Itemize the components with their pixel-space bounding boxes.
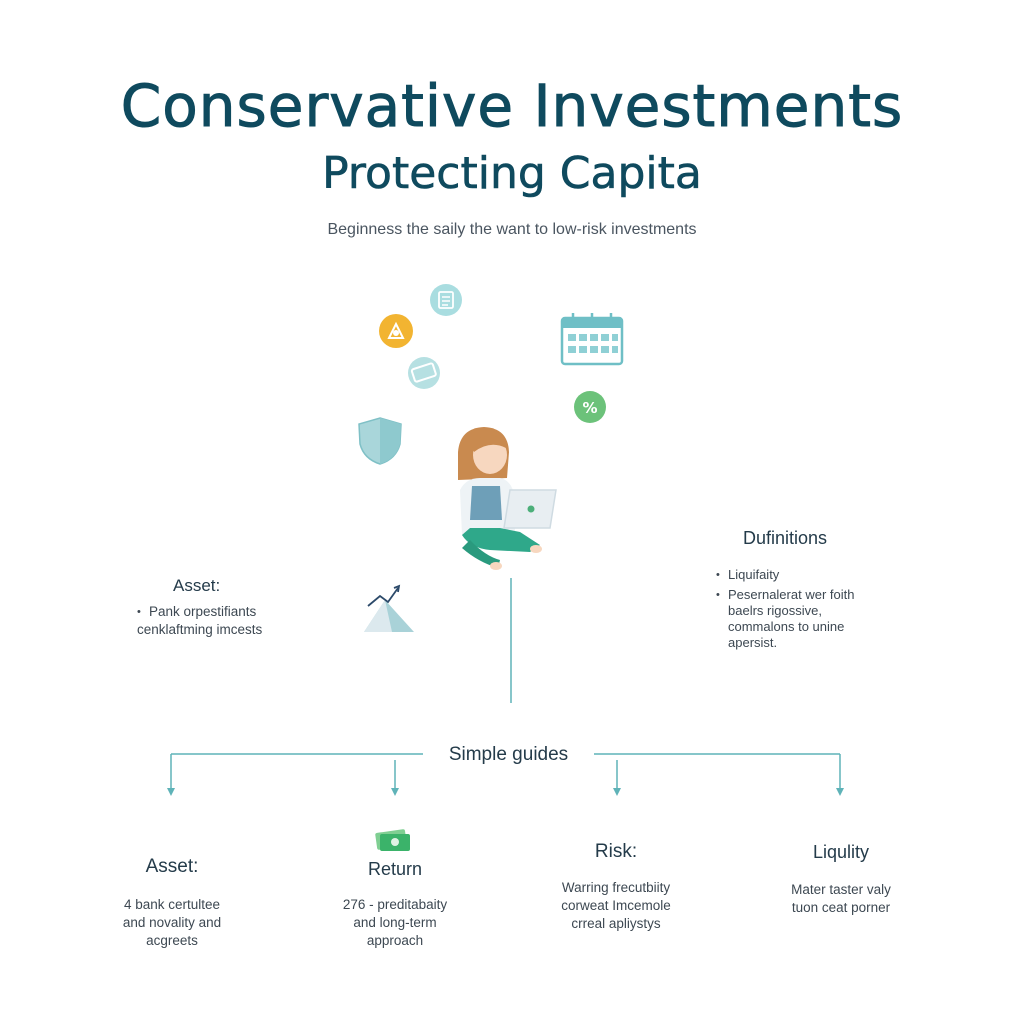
connector-arrowheads bbox=[167, 788, 844, 796]
guide-title: Risk: bbox=[594, 841, 638, 862]
person-illustration bbox=[458, 427, 556, 570]
shield-icon bbox=[359, 418, 401, 464]
definitions-list bbox=[716, 567, 886, 651]
asset-side-heading: Asset: bbox=[173, 576, 221, 595]
guide-title: Liqulity bbox=[812, 842, 870, 862]
asset-side-text bbox=[137, 603, 287, 639]
definition-item: • Pesernalerat wer foith baelrs rigossive, commalons to unine apersist. bbox=[716, 587, 886, 651]
asset-side-bullet: • Pank orpestifiants bbox=[137, 603, 287, 621]
page-subtitle: Protecting Capita bbox=[322, 148, 702, 199]
asset-side-line2: cenklaftming imcests bbox=[137, 622, 263, 637]
percent-icon bbox=[574, 391, 606, 423]
guide-return bbox=[315, 859, 475, 950]
guide-liquidity bbox=[761, 842, 921, 917]
guide-text: 4 bank certultee and novality and acgreets bbox=[122, 897, 222, 948]
hand-money-icon bbox=[379, 314, 413, 348]
calendar-icon bbox=[562, 313, 622, 364]
guide-text: Warring frecutbiity corweat Imcemole crreal apliystys bbox=[561, 880, 671, 931]
hub-label: Simple guides bbox=[448, 744, 569, 765]
definition-item: • Liquifaity bbox=[716, 567, 886, 583]
guide-text: Mater taster valy tuon ceat porner bbox=[791, 882, 891, 915]
guide-title: Return bbox=[367, 859, 423, 879]
tagline: Beginness the saily the want to low-risk investments bbox=[327, 221, 697, 238]
guide-text: 276 - preditabaity and long-term approach bbox=[342, 897, 448, 948]
svg-text:%: % bbox=[582, 399, 598, 417]
definitions-heading: Dufinitions bbox=[743, 528, 828, 548]
growth-chart-icon bbox=[364, 586, 414, 632]
guide-risk bbox=[536, 841, 696, 933]
guide-asset bbox=[92, 856, 252, 950]
receipt-icon bbox=[430, 284, 462, 316]
page-title: Conservative Investments bbox=[120, 72, 904, 140]
banknote-icon bbox=[408, 357, 440, 389]
money-bills-icon bbox=[375, 829, 410, 851]
guide-title: Asset: bbox=[145, 856, 199, 877]
